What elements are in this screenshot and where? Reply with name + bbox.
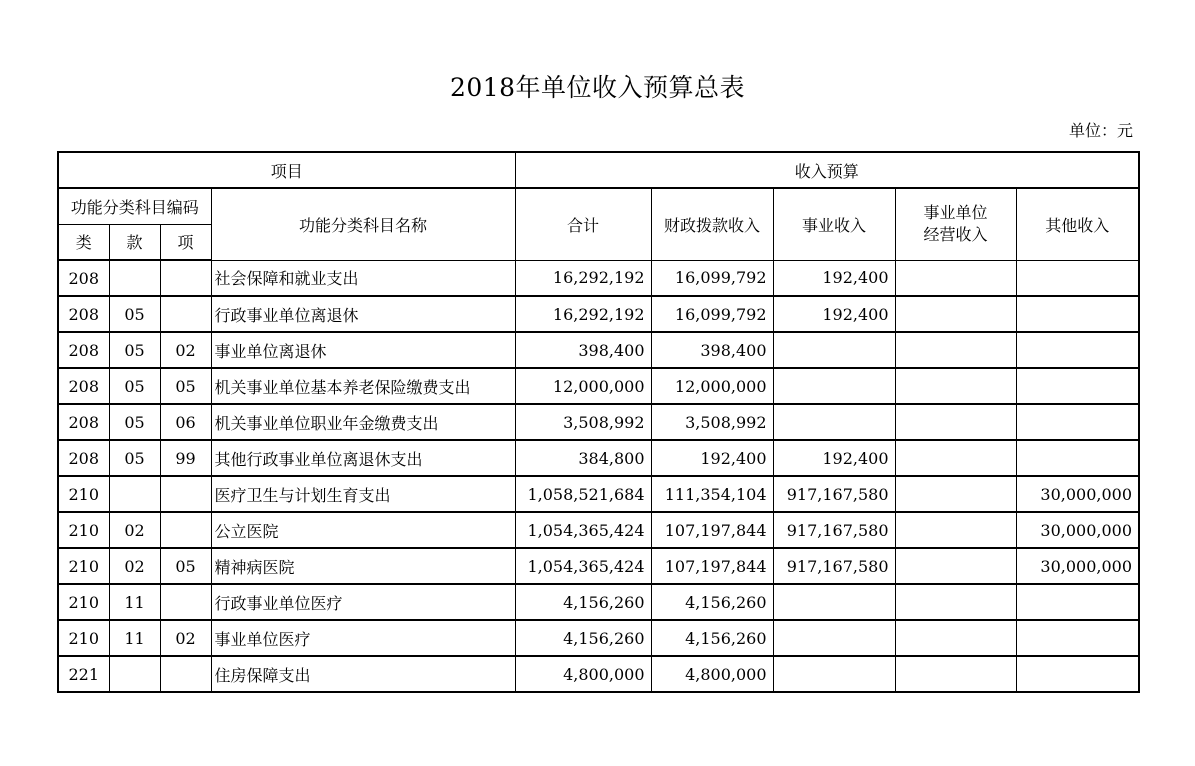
cell-total: 3,508,992 (515, 404, 651, 440)
unit-label: 单位：元 (1068, 121, 1133, 140)
cell-other (1016, 404, 1139, 440)
cell-kuan: 02 (109, 512, 160, 548)
header-code-group: 功能分类科目编码 (58, 188, 211, 224)
cell-lei: 221 (58, 656, 109, 692)
cell-business: 917,167,580 (773, 512, 895, 548)
cell-kuan (109, 260, 160, 296)
cell-total: 16,292,192 (515, 260, 651, 296)
cell-lei: 210 (58, 548, 109, 584)
cell-operating (895, 296, 1016, 332)
cell-xiang: 02 (160, 332, 211, 368)
table-row (58, 296, 1139, 332)
cell-lei: 208 (58, 260, 109, 296)
cell-total: 398,400 (515, 332, 651, 368)
cell-total: 1,058,521,684 (515, 476, 651, 512)
cell-operating (895, 440, 1016, 476)
cell-other (1016, 620, 1139, 656)
cell-kuan: 05 (109, 368, 160, 404)
cell-xiang (160, 656, 211, 692)
cell-xiang (160, 296, 211, 332)
cell-operating (895, 260, 1016, 296)
cell-business (773, 368, 895, 404)
cell-total: 4,156,260 (515, 620, 651, 656)
cell-other: 30,000,000 (1016, 476, 1139, 512)
cell-business: 192,400 (773, 296, 895, 332)
table-row (58, 332, 1139, 368)
cell-business (773, 332, 895, 368)
cell-kuan: 05 (109, 440, 160, 476)
header-operating-line2: 经营收入 (923, 225, 988, 245)
cell-total: 384,800 (515, 440, 651, 476)
header-xiang: 项 (160, 224, 211, 260)
cell-lei: 208 (58, 368, 109, 404)
cell-kuan: 05 (109, 296, 160, 332)
cell-other (1016, 332, 1139, 368)
cell-xiang (160, 476, 211, 512)
cell-business (773, 584, 895, 620)
header-name: 功能分类科目名称 (211, 188, 515, 260)
income-budget-table (57, 151, 1140, 693)
page-title: 2018年单位收入预算总表 (449, 73, 746, 102)
cell-fiscal: 12,000,000 (651, 368, 773, 404)
cell-xiang: 99 (160, 440, 211, 476)
cell-total: 1,054,365,424 (515, 548, 651, 584)
cell-total: 1,054,365,424 (515, 512, 651, 548)
header-business: 事业收入 (773, 188, 895, 260)
cell-lei: 210 (58, 620, 109, 656)
cell-lei: 208 (58, 296, 109, 332)
cell-name: 住房保障支出 (211, 656, 515, 692)
header-operating (895, 188, 1016, 260)
cell-business (773, 404, 895, 440)
cell-other (1016, 368, 1139, 404)
cell-xiang (160, 260, 211, 296)
cell-lei: 210 (58, 476, 109, 512)
table-row (58, 548, 1139, 584)
cell-fiscal: 107,197,844 (651, 512, 773, 548)
cell-xiang: 06 (160, 404, 211, 440)
cell-operating (895, 404, 1016, 440)
cell-name: 机关事业单位基本养老保险缴费支出 (211, 368, 515, 404)
cell-fiscal: 4,156,260 (651, 584, 773, 620)
cell-lei: 210 (58, 512, 109, 548)
cell-name: 行政事业单位医疗 (211, 584, 515, 620)
header-lei: 类 (58, 224, 109, 260)
table-row (58, 584, 1139, 620)
cell-fiscal: 192,400 (651, 440, 773, 476)
cell-other (1016, 440, 1139, 476)
cell-business: 192,400 (773, 440, 895, 476)
table-row (58, 512, 1139, 548)
cell-total: 4,156,260 (515, 584, 651, 620)
cell-lei: 208 (58, 440, 109, 476)
cell-fiscal: 16,099,792 (651, 260, 773, 296)
table-row (58, 476, 1139, 512)
cell-fiscal: 111,354,104 (651, 476, 773, 512)
cell-fiscal: 107,197,844 (651, 548, 773, 584)
cell-operating (895, 332, 1016, 368)
table-row (58, 656, 1139, 692)
header-income-budget: 收入预算 (515, 152, 1139, 188)
cell-total: 16,292,192 (515, 296, 651, 332)
cell-kuan: 05 (109, 404, 160, 440)
cell-kuan: 02 (109, 548, 160, 584)
cell-name: 事业单位医疗 (211, 620, 515, 656)
header-total: 合计 (515, 188, 651, 260)
header-project: 项目 (58, 152, 515, 188)
cell-business: 917,167,580 (773, 548, 895, 584)
cell-kuan: 05 (109, 332, 160, 368)
cell-kuan: 11 (109, 620, 160, 656)
cell-name: 行政事业单位离退休 (211, 296, 515, 332)
table-row (58, 260, 1139, 296)
cell-other (1016, 296, 1139, 332)
cell-other (1016, 260, 1139, 296)
cell-fiscal: 398,400 (651, 332, 773, 368)
cell-operating (895, 512, 1016, 548)
cell-business: 917,167,580 (773, 476, 895, 512)
cell-xiang: 05 (160, 368, 211, 404)
cell-operating (895, 548, 1016, 584)
cell-business (773, 656, 895, 692)
cell-xiang: 02 (160, 620, 211, 656)
cell-lei: 208 (58, 332, 109, 368)
cell-operating (895, 584, 1016, 620)
cell-operating (895, 656, 1016, 692)
table-row (58, 620, 1139, 656)
cell-name: 事业单位离退休 (211, 332, 515, 368)
cell-kuan (109, 476, 160, 512)
cell-operating (895, 368, 1016, 404)
cell-name: 公立医院 (211, 512, 515, 548)
table-row (58, 440, 1139, 476)
cell-other: 30,000,000 (1016, 512, 1139, 548)
cell-kuan (109, 656, 160, 692)
cell-fiscal: 4,156,260 (651, 620, 773, 656)
cell-fiscal: 16,099,792 (651, 296, 773, 332)
cell-total: 12,000,000 (515, 368, 651, 404)
cell-business: 192,400 (773, 260, 895, 296)
cell-name: 医疗卫生与计划生育支出 (211, 476, 515, 512)
header-operating-line1: 事业单位 (923, 203, 988, 223)
header-other: 其他收入 (1016, 188, 1139, 260)
cell-business (773, 620, 895, 656)
cell-fiscal: 3,508,992 (651, 404, 773, 440)
cell-name: 机关事业单位职业年金缴费支出 (211, 404, 515, 440)
cell-other: 30,000,000 (1016, 548, 1139, 584)
header-kuan: 款 (109, 224, 160, 260)
table-row (58, 368, 1139, 404)
cell-name: 社会保障和就业支出 (211, 260, 515, 296)
cell-kuan: 11 (109, 584, 160, 620)
cell-total: 4,800,000 (515, 656, 651, 692)
cell-xiang (160, 584, 211, 620)
cell-other (1016, 656, 1139, 692)
cell-lei: 208 (58, 404, 109, 440)
table-row (58, 404, 1139, 440)
cell-name: 其他行政事业单位离退休支出 (211, 440, 515, 476)
cell-xiang: 05 (160, 548, 211, 584)
cell-fiscal: 4,800,000 (651, 656, 773, 692)
cell-other (1016, 584, 1139, 620)
cell-operating (895, 476, 1016, 512)
cell-xiang (160, 512, 211, 548)
cell-operating (895, 620, 1016, 656)
cell-name: 精神病医院 (211, 548, 515, 584)
header-fiscal: 财政拨款收入 (651, 188, 773, 260)
cell-lei: 210 (58, 584, 109, 620)
